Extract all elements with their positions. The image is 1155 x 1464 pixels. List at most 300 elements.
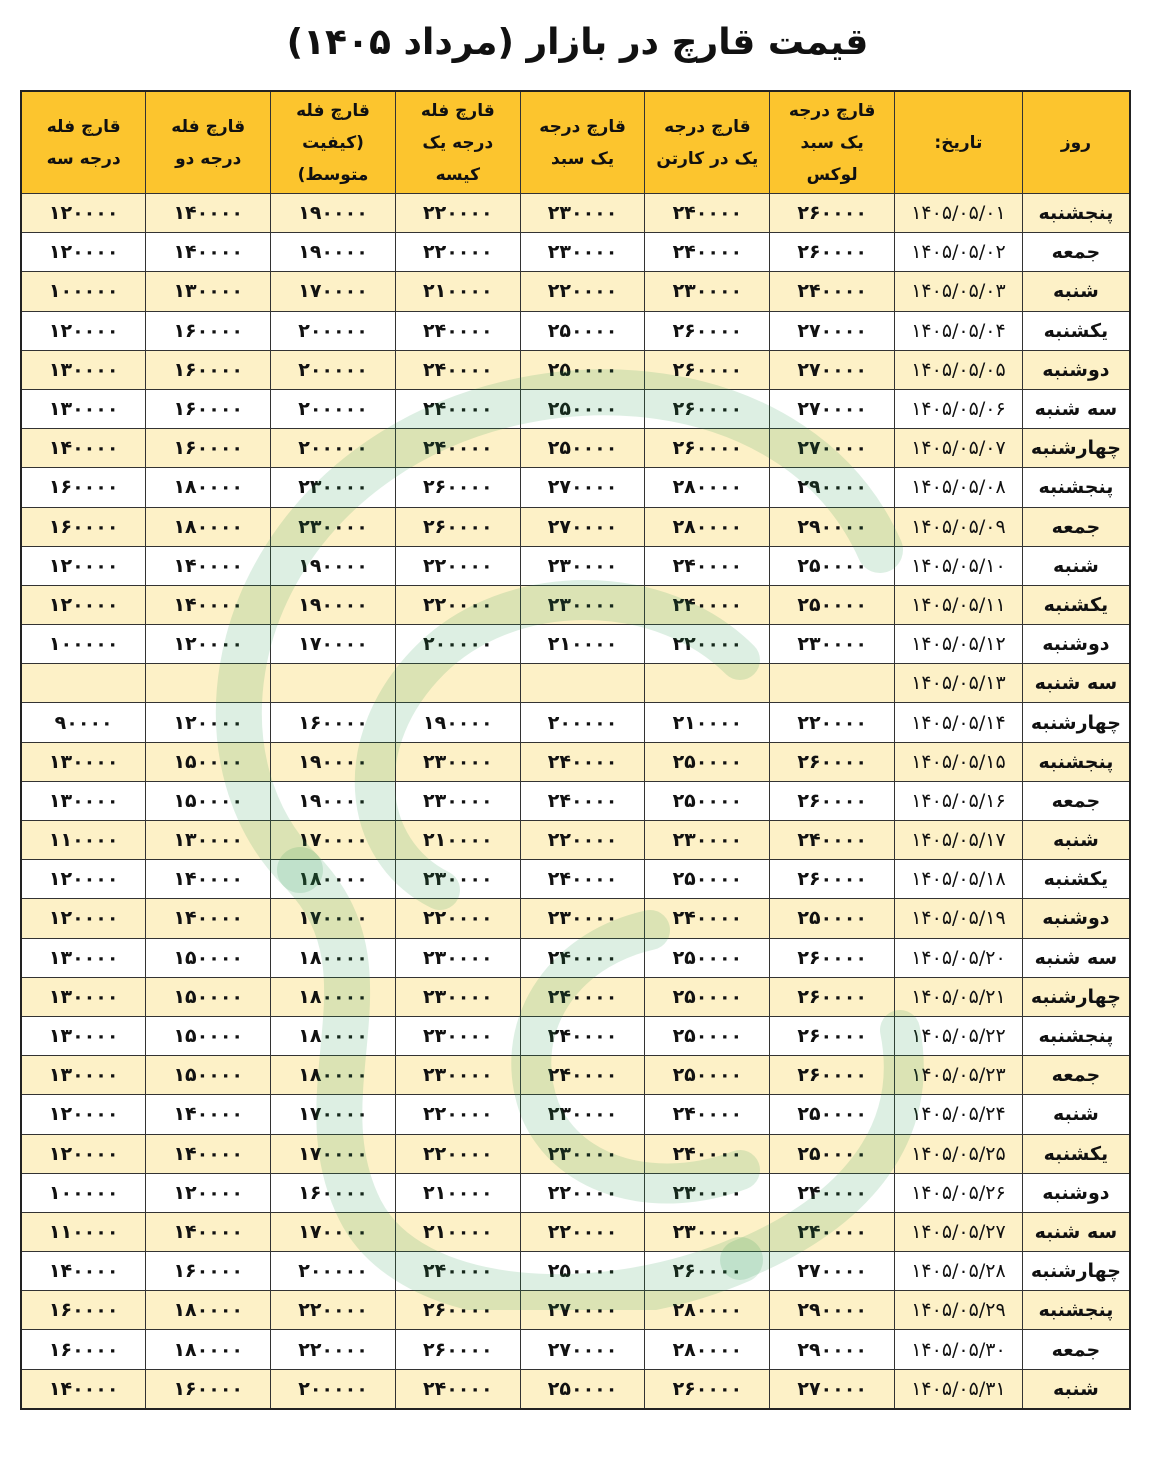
price-carton: ۲۵۰۰۰۰ [645,1016,770,1055]
price-bulk-grade3: ۱۴۰۰۰۰ [21,1369,146,1409]
price-bulk-grade2: ۱۶۰۰۰۰ [146,350,271,389]
price-bulk-bag: ۲۶۰۰۰۰ [395,1330,520,1369]
price-carton: ۲۴۰۰۰۰ [645,194,770,233]
price-lux-basket: ۲۲۰۰۰۰ [770,703,895,742]
price-bulk-medium: ۱۸۰۰۰۰ [271,938,396,977]
price-carton: ۲۴۰۰۰۰ [645,1134,770,1173]
column-header-grade1-lux-basket: قارچ درجه یک سبد لوکس [770,91,895,194]
price-bulk-bag: ۲۴۰۰۰۰ [395,1369,520,1409]
price-bulk-grade3: ۱۲۰۰۰۰ [21,860,146,899]
price-carton: ۲۴۰۰۰۰ [645,233,770,272]
price-bulk-grade3: ۱۱۰۰۰۰ [21,1212,146,1251]
date-cell: ۱۴۰۵/۰۵/۰۸ [895,468,1023,507]
day-cell: شنبه [1022,1369,1130,1409]
price-lux-basket: ۲۳۰۰۰۰ [770,625,895,664]
table-row [21,507,1130,546]
price-bulk-grade3: ۱۴۰۰۰۰ [21,429,146,468]
price-bulk-medium: ۱۹۰۰۰۰ [271,194,396,233]
table-row [21,311,1130,350]
price-bulk-grade2: ۱۳۰۰۰۰ [146,821,271,860]
price-carton: ۲۵۰۰۰۰ [645,742,770,781]
price-bulk-bag: ۲۶۰۰۰۰ [395,507,520,546]
price-lux-basket: ۲۶۰۰۰۰ [770,781,895,820]
day-cell: دوشنبه [1022,1173,1130,1212]
price-bulk-bag [395,664,520,703]
price-basket: ۲۵۰۰۰۰ [520,350,645,389]
price-lux-basket: ۲۴۰۰۰۰ [770,272,895,311]
price-bulk-grade3: ۱۳۰۰۰۰ [21,742,146,781]
column-header-bulk-grade1-bag: قارچ فله درجه یک کیسه [395,91,520,194]
price-carton: ۲۵۰۰۰۰ [645,1056,770,1095]
table-row [21,233,1130,272]
date-cell: ۱۴۰۵/۰۵/۲۷ [895,1212,1023,1251]
price-carton: ۲۳۰۰۰۰ [645,821,770,860]
price-bulk-bag: ۲۲۰۰۰۰ [395,546,520,585]
price-bulk-bag: ۲۶۰۰۰۰ [395,1291,520,1330]
price-bulk-grade3: ۱۳۰۰۰۰ [21,781,146,820]
price-bulk-bag: ۲۳۰۰۰۰ [395,977,520,1016]
price-bulk-grade2: ۱۴۰۰۰۰ [146,1095,271,1134]
table-row [21,272,1130,311]
price-bulk-grade3: ۱۲۰۰۰۰ [21,194,146,233]
price-lux-basket: ۲۷۰۰۰۰ [770,350,895,389]
date-cell: ۱۴۰۵/۰۵/۰۳ [895,272,1023,311]
price-table [20,90,1131,1410]
price-lux-basket: ۲۴۰۰۰۰ [770,1173,895,1212]
price-bulk-bag: ۲۲۰۰۰۰ [395,1095,520,1134]
price-lux-basket: ۲۶۰۰۰۰ [770,742,895,781]
price-basket: ۲۳۰۰۰۰ [520,1095,645,1134]
table-row [21,860,1130,899]
price-carton: ۲۶۰۰۰۰ [645,311,770,350]
column-header-bulk-grade2: قارچ فله درجه دو [146,91,271,194]
day-cell: جمعه [1022,507,1130,546]
price-lux-basket: ۲۶۰۰۰۰ [770,194,895,233]
day-cell: یکشنبه [1022,585,1130,624]
price-lux-basket: ۲۶۰۰۰۰ [770,1016,895,1055]
price-bulk-grade2: ۱۶۰۰۰۰ [146,429,271,468]
price-lux-basket: ۲۹۰۰۰۰ [770,1291,895,1330]
price-bulk-grade3: ۱۲۰۰۰۰ [21,1095,146,1134]
column-header-day: روز [1022,91,1130,194]
price-bulk-grade2: ۱۵۰۰۰۰ [146,742,271,781]
price-table-container [20,90,1131,1410]
table-header-row [21,91,1130,194]
price-bulk-medium: ۱۷۰۰۰۰ [271,1212,396,1251]
day-cell: چهارشنبه [1022,429,1130,468]
date-cell: ۱۴۰۵/۰۵/۰۷ [895,429,1023,468]
table-row [21,664,1130,703]
price-basket: ۲۴۰۰۰۰ [520,938,645,977]
price-lux-basket: ۲۵۰۰۰۰ [770,1134,895,1173]
price-bulk-grade2: ۱۲۰۰۰۰ [146,625,271,664]
day-cell: چهارشنبه [1022,703,1130,742]
price-bulk-bag: ۲۴۰۰۰۰ [395,350,520,389]
price-bulk-medium: ۱۷۰۰۰۰ [271,1134,396,1173]
price-basket: ۲۳۰۰۰۰ [520,194,645,233]
day-cell: سه شنبه [1022,389,1130,428]
price-basket: ۲۲۰۰۰۰ [520,1173,645,1212]
day-cell: سه شنبه [1022,664,1130,703]
price-lux-basket: ۲۷۰۰۰۰ [770,429,895,468]
table-row [21,781,1130,820]
price-basket: ۲۵۰۰۰۰ [520,429,645,468]
price-bulk-medium: ۱۸۰۰۰۰ [271,1056,396,1095]
day-cell: پنجشنبه [1022,194,1130,233]
price-basket: ۲۳۰۰۰۰ [520,899,645,938]
day-cell: سه شنبه [1022,938,1130,977]
price-bulk-grade3: ۹۰۰۰۰ [21,703,146,742]
price-basket: ۲۴۰۰۰۰ [520,781,645,820]
column-header-grade1-carton: قارچ درجه یک در کارتن [645,91,770,194]
day-cell: شنبه [1022,821,1130,860]
price-bulk-grade2: ۱۴۰۰۰۰ [146,899,271,938]
price-carton: ۲۶۰۰۰۰ [645,389,770,428]
table-row [21,546,1130,585]
price-bulk-bag: ۲۳۰۰۰۰ [395,742,520,781]
price-bulk-bag: ۲۴۰۰۰۰ [395,389,520,428]
price-lux-basket: ۲۶۰۰۰۰ [770,860,895,899]
price-bulk-grade2: ۱۸۰۰۰۰ [146,1291,271,1330]
price-basket: ۲۴۰۰۰۰ [520,742,645,781]
price-bulk-medium: ۱۹۰۰۰۰ [271,781,396,820]
price-bulk-grade3: ۱۶۰۰۰۰ [21,1330,146,1369]
price-bulk-bag: ۲۲۰۰۰۰ [395,233,520,272]
day-cell: چهارشنبه [1022,977,1130,1016]
price-basket [520,664,645,703]
price-lux-basket: ۲۵۰۰۰۰ [770,585,895,624]
day-cell: پنجشنبه [1022,742,1130,781]
price-bulk-medium: ۲۰۰۰۰۰ [271,389,396,428]
price-bulk-bag: ۲۳۰۰۰۰ [395,781,520,820]
price-bulk-medium: ۱۷۰۰۰۰ [271,1095,396,1134]
price-carton: ۲۴۰۰۰۰ [645,546,770,585]
price-bulk-grade2: ۱۴۰۰۰۰ [146,233,271,272]
price-bulk-grade3: ۱۱۰۰۰۰ [21,821,146,860]
price-bulk-grade3: ۱۰۰۰۰۰ [21,625,146,664]
price-lux-basket: ۲۵۰۰۰۰ [770,1095,895,1134]
date-cell: ۱۴۰۵/۰۵/۳۱ [895,1369,1023,1409]
table-row [21,429,1130,468]
price-basket: ۲۳۰۰۰۰ [520,233,645,272]
price-carton: ۲۸۰۰۰۰ [645,507,770,546]
price-bulk-medium: ۱۹۰۰۰۰ [271,742,396,781]
price-bulk-bag: ۲۳۰۰۰۰ [395,860,520,899]
table-row [21,1291,1130,1330]
table-row [21,1212,1130,1251]
price-bulk-grade2: ۱۴۰۰۰۰ [146,194,271,233]
price-bulk-medium: ۱۸۰۰۰۰ [271,977,396,1016]
price-carton: ۲۴۰۰۰۰ [645,899,770,938]
price-carton: ۲۶۰۰۰۰ [645,1252,770,1291]
price-bulk-medium: ۲۳۰۰۰۰ [271,468,396,507]
table-row [21,1056,1130,1095]
price-bulk-bag: ۲۴۰۰۰۰ [395,1252,520,1291]
price-bulk-grade3 [21,664,146,703]
page-title: قیمت قارچ در بازار (مرداد ۱۴۰۵) [286,22,869,63]
price-basket: ۲۷۰۰۰۰ [520,1291,645,1330]
price-bulk-grade2: ۱۴۰۰۰۰ [146,546,271,585]
price-bulk-grade3: ۱۶۰۰۰۰ [21,468,146,507]
price-lux-basket: ۲۹۰۰۰۰ [770,1330,895,1369]
column-header-bulk-grade3: قارچ فله درجه سه [21,91,146,194]
price-bulk-bag: ۲۲۰۰۰۰ [395,1134,520,1173]
price-lux-basket: ۲۶۰۰۰۰ [770,977,895,1016]
price-basket: ۲۲۰۰۰۰ [520,272,645,311]
date-cell: ۱۴۰۵/۰۵/۲۹ [895,1291,1023,1330]
price-bulk-medium: ۱۸۰۰۰۰ [271,860,396,899]
day-cell: شنبه [1022,272,1130,311]
table-row [21,1369,1130,1409]
price-bulk-medium: ۱۷۰۰۰۰ [271,821,396,860]
price-basket: ۲۴۰۰۰۰ [520,1056,645,1095]
price-bulk-grade2: ۱۶۰۰۰۰ [146,1252,271,1291]
date-cell: ۱۴۰۵/۰۵/۱۹ [895,899,1023,938]
column-header-grade1-basket: قارچ درجه یک سبد [520,91,645,194]
day-cell: پنجشنبه [1022,1291,1130,1330]
column-header-date: تاریخ: [895,91,1023,194]
price-bulk-bag: ۲۰۰۰۰۰ [395,625,520,664]
price-bulk-grade3: ۱۲۰۰۰۰ [21,899,146,938]
price-carton: ۲۶۰۰۰۰ [645,429,770,468]
price-bulk-bag: ۲۲۰۰۰۰ [395,585,520,624]
price-bulk-grade3: ۱۰۰۰۰۰ [21,272,146,311]
price-carton: ۲۶۰۰۰۰ [645,1369,770,1409]
price-bulk-medium: ۲۰۰۰۰۰ [271,1252,396,1291]
day-cell: جمعه [1022,781,1130,820]
price-bulk-grade2: ۱۴۰۰۰۰ [146,585,271,624]
price-bulk-grade3: ۱۶۰۰۰۰ [21,507,146,546]
price-lux-basket: ۲۶۰۰۰۰ [770,938,895,977]
table-row [21,389,1130,428]
price-bulk-grade3: ۱۲۰۰۰۰ [21,1134,146,1173]
date-cell: ۱۴۰۵/۰۵/۰۲ [895,233,1023,272]
day-cell: یکشنبه [1022,311,1130,350]
date-cell: ۱۴۰۵/۰۵/۰۱ [895,194,1023,233]
price-bulk-bag: ۱۹۰۰۰۰ [395,703,520,742]
table-row [21,350,1130,389]
price-bulk-medium: ۲۰۰۰۰۰ [271,1369,396,1409]
price-carton: ۲۶۰۰۰۰ [645,350,770,389]
date-cell: ۱۴۰۵/۰۵/۱۶ [895,781,1023,820]
price-bulk-grade2: ۱۵۰۰۰۰ [146,1056,271,1095]
date-cell: ۱۴۰۵/۰۵/۲۵ [895,1134,1023,1173]
price-carton [645,664,770,703]
price-basket: ۲۵۰۰۰۰ [520,1252,645,1291]
date-cell: ۱۴۰۵/۰۵/۱۰ [895,546,1023,585]
date-cell: ۱۴۰۵/۰۵/۱۱ [895,585,1023,624]
price-carton: ۲۱۰۰۰۰ [645,703,770,742]
table-row [21,468,1130,507]
table-row [21,585,1130,624]
price-bulk-grade3: ۱۳۰۰۰۰ [21,350,146,389]
price-bulk-bag: ۲۳۰۰۰۰ [395,1056,520,1095]
price-carton: ۲۳۰۰۰۰ [645,1173,770,1212]
price-lux-basket [770,664,895,703]
date-cell: ۱۴۰۵/۰۵/۱۲ [895,625,1023,664]
price-bulk-grade3: ۱۲۰۰۰۰ [21,585,146,624]
price-bulk-grade2: ۱۶۰۰۰۰ [146,389,271,428]
date-cell: ۱۴۰۵/۰۵/۱۴ [895,703,1023,742]
price-bulk-bag: ۲۲۰۰۰۰ [395,194,520,233]
price-bulk-bag: ۲۴۰۰۰۰ [395,311,520,350]
table-row [21,1330,1130,1369]
price-bulk-medium: ۱۷۰۰۰۰ [271,625,396,664]
price-carton: ۲۴۰۰۰۰ [645,1095,770,1134]
price-lux-basket: ۲۴۰۰۰۰ [770,1212,895,1251]
price-bulk-grade3: ۱۳۰۰۰۰ [21,977,146,1016]
price-bulk-medium: ۲۰۰۰۰۰ [271,350,396,389]
price-bulk-grade2: ۱۴۰۰۰۰ [146,1134,271,1173]
price-bulk-bag: ۲۶۰۰۰۰ [395,468,520,507]
date-cell: ۱۴۰۵/۰۵/۱۳ [895,664,1023,703]
date-cell: ۱۴۰۵/۰۵/۰۹ [895,507,1023,546]
price-bulk-bag: ۲۲۰۰۰۰ [395,899,520,938]
price-basket: ۲۲۰۰۰۰ [520,821,645,860]
price-bulk-grade2: ۱۶۰۰۰۰ [146,311,271,350]
day-cell: چهارشنبه [1022,1252,1130,1291]
day-cell: شنبه [1022,546,1130,585]
day-cell: دوشنبه [1022,625,1130,664]
column-header-bulk-medium-quality: قارچ فله (کیفیت متوسط) [271,91,396,194]
table-row [21,703,1130,742]
price-lux-basket: ۲۶۰۰۰۰ [770,1056,895,1095]
date-cell: ۱۴۰۵/۰۵/۲۳ [895,1056,1023,1095]
price-lux-basket: ۲۵۰۰۰۰ [770,546,895,585]
price-bulk-grade3: ۱۳۰۰۰۰ [21,389,146,428]
day-cell: شنبه [1022,1095,1130,1134]
price-bulk-bag: ۲۱۰۰۰۰ [395,1212,520,1251]
date-cell: ۱۴۰۵/۰۵/۲۱ [895,977,1023,1016]
table-row [21,194,1130,233]
price-bulk-grade3: ۱۳۰۰۰۰ [21,938,146,977]
price-bulk-medium [271,664,396,703]
price-bulk-grade3: ۱۲۰۰۰۰ [21,546,146,585]
price-bulk-bag: ۲۳۰۰۰۰ [395,938,520,977]
date-cell: ۱۴۰۵/۰۵/۱۷ [895,821,1023,860]
price-bulk-grade3: ۱۳۰۰۰۰ [21,1016,146,1055]
price-carton: ۲۵۰۰۰۰ [645,977,770,1016]
day-cell: دوشنبه [1022,350,1130,389]
price-basket: ۲۳۰۰۰۰ [520,1134,645,1173]
price-bulk-grade3: ۱۳۰۰۰۰ [21,1056,146,1095]
price-carton: ۲۳۰۰۰۰ [645,1212,770,1251]
price-bulk-medium: ۱۷۰۰۰۰ [271,899,396,938]
price-bulk-medium: ۲۲۰۰۰۰ [271,1330,396,1369]
price-bulk-grade2: ۱۵۰۰۰۰ [146,977,271,1016]
price-bulk-grade2: ۱۲۰۰۰۰ [146,1173,271,1212]
price-bulk-bag: ۲۱۰۰۰۰ [395,1173,520,1212]
day-cell: جمعه [1022,1056,1130,1095]
table-row [21,1016,1130,1055]
price-bulk-grade2: ۱۵۰۰۰۰ [146,938,271,977]
price-bulk-medium: ۲۰۰۰۰۰ [271,429,396,468]
table-row [21,977,1130,1016]
table-row [21,625,1130,664]
price-basket: ۲۲۰۰۰۰ [520,1212,645,1251]
date-cell: ۱۴۰۵/۰۵/۲۴ [895,1095,1023,1134]
table-row [21,1252,1130,1291]
date-cell: ۱۴۰۵/۰۵/۰۵ [895,350,1023,389]
price-lux-basket: ۲۷۰۰۰۰ [770,311,895,350]
date-cell: ۱۴۰۵/۰۵/۲۶ [895,1173,1023,1212]
price-bulk-grade2: ۱۲۰۰۰۰ [146,703,271,742]
price-basket: ۲۵۰۰۰۰ [520,1369,645,1409]
price-carton: ۲۸۰۰۰۰ [645,1330,770,1369]
price-lux-basket: ۲۵۰۰۰۰ [770,899,895,938]
price-bulk-grade2: ۱۴۰۰۰۰ [146,1212,271,1251]
price-bulk-grade2: ۱۵۰۰۰۰ [146,1016,271,1055]
price-bulk-grade3: ۱۲۰۰۰۰ [21,311,146,350]
day-cell: پنجشنبه [1022,468,1130,507]
price-basket: ۲۱۰۰۰۰ [520,625,645,664]
price-bulk-grade3: ۱۴۰۰۰۰ [21,1252,146,1291]
price-carton: ۲۵۰۰۰۰ [645,938,770,977]
price-bulk-grade2: ۱۶۰۰۰۰ [146,1369,271,1409]
date-cell: ۱۴۰۵/۰۵/۲۲ [895,1016,1023,1055]
price-lux-basket: ۲۹۰۰۰۰ [770,507,895,546]
price-bulk-medium: ۲۳۰۰۰۰ [271,507,396,546]
price-carton: ۲۲۰۰۰۰ [645,625,770,664]
table-row [21,899,1130,938]
price-lux-basket: ۲۷۰۰۰۰ [770,1252,895,1291]
price-bulk-grade2: ۱۳۰۰۰۰ [146,272,271,311]
price-basket: ۲۵۰۰۰۰ [520,389,645,428]
price-bulk-grade2: ۱۸۰۰۰۰ [146,507,271,546]
table-body [21,194,1130,1409]
table-row [21,1134,1130,1173]
price-carton: ۲۸۰۰۰۰ [645,468,770,507]
price-bulk-grade2: ۱۴۰۰۰۰ [146,860,271,899]
price-lux-basket: ۲۴۰۰۰۰ [770,821,895,860]
day-cell: دوشنبه [1022,899,1130,938]
day-cell: سه شنبه [1022,1212,1130,1251]
price-bulk-medium: ۱۹۰۰۰۰ [271,546,396,585]
price-bulk-medium: ۱۶۰۰۰۰ [271,703,396,742]
price-bulk-medium: ۱۶۰۰۰۰ [271,1173,396,1212]
price-carton: ۲۵۰۰۰۰ [645,860,770,899]
price-carton: ۲۵۰۰۰۰ [645,781,770,820]
date-cell: ۱۴۰۵/۰۵/۱۵ [895,742,1023,781]
price-bulk-grade2: ۱۵۰۰۰۰ [146,781,271,820]
price-basket: ۲۳۰۰۰۰ [520,546,645,585]
price-carton: ۲۸۰۰۰۰ [645,1291,770,1330]
date-cell: ۱۴۰۵/۰۵/۳۰ [895,1330,1023,1369]
price-basket: ۲۵۰۰۰۰ [520,311,645,350]
price-lux-basket: ۲۷۰۰۰۰ [770,389,895,428]
price-bulk-medium: ۱۷۰۰۰۰ [271,272,396,311]
table-row [21,938,1130,977]
price-bulk-medium: ۱۹۰۰۰۰ [271,233,396,272]
price-bulk-bag: ۲۱۰۰۰۰ [395,821,520,860]
price-bulk-medium: ۲۲۰۰۰۰ [271,1291,396,1330]
day-cell: پنجشنبه [1022,1016,1130,1055]
price-basket: ۲۷۰۰۰۰ [520,1330,645,1369]
price-bulk-medium: ۲۰۰۰۰۰ [271,311,396,350]
price-bulk-bag: ۲۳۰۰۰۰ [395,1016,520,1055]
price-basket: ۲۰۰۰۰۰ [520,703,645,742]
date-cell: ۱۴۰۵/۰۵/۱۸ [895,860,1023,899]
table-row [21,742,1130,781]
price-bulk-bag: ۲۴۰۰۰۰ [395,429,520,468]
day-cell: جمعه [1022,233,1130,272]
price-bulk-medium: ۱۸۰۰۰۰ [271,1016,396,1055]
day-cell: یکشنبه [1022,1134,1130,1173]
table-row [21,821,1130,860]
price-basket: ۲۴۰۰۰۰ [520,860,645,899]
price-basket: ۲۳۰۰۰۰ [520,585,645,624]
price-bulk-grade2: ۱۸۰۰۰۰ [146,1330,271,1369]
